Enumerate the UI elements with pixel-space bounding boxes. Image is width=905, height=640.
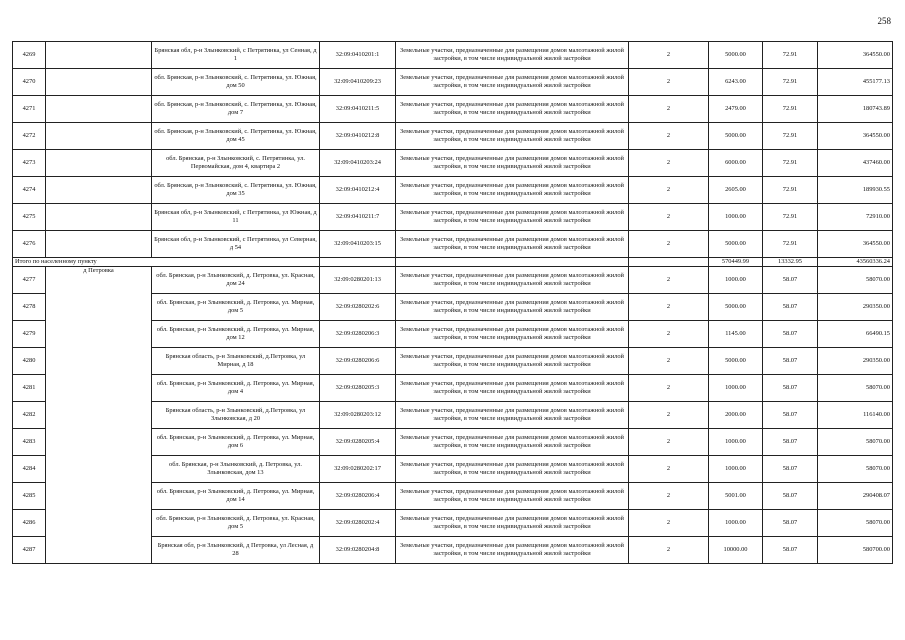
rate-cell: 58.07: [763, 348, 818, 375]
page-number: 258: [877, 16, 891, 26]
area-cell: 5000.00: [709, 231, 763, 258]
area-cell: 6243.00: [709, 69, 763, 96]
cadastral-number-cell: 32:09:0280202:17: [320, 456, 396, 483]
category-cell: 2: [629, 429, 709, 456]
address-cell: Брянская обл, р-н Злынковский, с Петрятинка, ул Северная, д 54: [152, 231, 320, 258]
row-number: 4284: [13, 456, 46, 483]
area-cell: 10000.00: [709, 537, 763, 564]
cadastral-value-cell: 290350.00: [818, 294, 893, 321]
area-cell: 5000.00: [709, 42, 763, 69]
category-cell: 2: [629, 177, 709, 204]
land-use-cell: Земельные участки, предназначенные для размещения домов малоэтажной жилой застройки, в том числе индивидуальной жилой застройки: [396, 69, 629, 96]
rate-cell: 58.07: [763, 267, 818, 294]
land-use-cell: Земельные участки, предназначенные для размещения домов малоэтажной жилой застройки, в том числе индивидуальной жилой застройки: [396, 123, 629, 150]
locality-cell: [46, 204, 152, 231]
cadastral-value-cell: 58070.00: [818, 510, 893, 537]
address-cell: обл. Брянская, р-н Злынковский, с. Петрятинка, ул. Южная, дом 45: [152, 123, 320, 150]
cadastral-number-cell: 32:09:0410203:24: [320, 150, 396, 177]
cadastral-number-cell: 32:09:0410211:5: [320, 96, 396, 123]
row-number: 4280: [13, 348, 46, 375]
locality-cell: [46, 177, 152, 204]
row-number: 4279: [13, 321, 46, 348]
settlement-total-row: [13, 258, 893, 267]
cadastral-value-cell: 437460.00: [818, 150, 893, 177]
total-blank-category: [629, 258, 709, 267]
category-cell: 2: [629, 321, 709, 348]
row-number: 4269: [13, 42, 46, 69]
address-cell: Брянская обл, р-н Злынковский, д Петровка, ул Лесная, д 28: [152, 537, 320, 564]
cadastral-value-cell: 455177.13: [818, 69, 893, 96]
cadastral-value-cell: 72910.00: [818, 204, 893, 231]
cadastral-value-cell: 189930.55: [818, 177, 893, 204]
land-use-cell: Земельные участки, предназначенные для размещения домов малоэтажной жилой застройки, в том числе индивидуальной жилой застройки: [396, 348, 629, 375]
total-label: Итого по населенному пункту: [13, 258, 320, 267]
rate-cell: 58.07: [763, 294, 818, 321]
rate-cell: 58.07: [763, 483, 818, 510]
row-number: 4282: [13, 402, 46, 429]
address-cell: обл. Брянская, р-н Злынковский, д. Петровка, ул. Красная, дом 5: [152, 510, 320, 537]
rate-cell: 58.07: [763, 321, 818, 348]
table-row: [13, 96, 893, 123]
table-row: [13, 150, 893, 177]
land-use-cell: Земельные участки, предназначенные для размещения домов малоэтажной жилой застройки, в том числе индивидуальной жилой застройки: [396, 537, 629, 564]
cadastral-value-cell: 66490.15: [818, 321, 893, 348]
rate-cell: 72.91: [763, 96, 818, 123]
cadastral-value-cell: 58070.00: [818, 456, 893, 483]
land-use-cell: Земельные участки, предназначенные для размещения домов малоэтажной жилой застройки, в том числе индивидуальной жилой застройки: [396, 177, 629, 204]
locality-label: д Петровка: [46, 267, 152, 564]
row-number: 4278: [13, 294, 46, 321]
table-row: [13, 69, 893, 96]
address-cell: обл. Брянская, р-н Злынковский, с. Петрятинка, ул. Южная, дом 7: [152, 96, 320, 123]
address-cell: Брянская область, р-н Злынковский, д.Петровка, ул Злынковская, д 20: [152, 402, 320, 429]
cadastral-number-cell: 32:09:0410211:7: [320, 204, 396, 231]
category-cell: 2: [629, 510, 709, 537]
area-cell: 1145.00: [709, 321, 763, 348]
land-use-cell: Земельные участки, предназначенные для размещения домов малоэтажной жилой застройки, в том числе индивидуальной жилой застройки: [396, 294, 629, 321]
cadastral-number-cell: 32:09:0280205:4: [320, 429, 396, 456]
row-number: 4275: [13, 204, 46, 231]
total-blank-use: [396, 258, 629, 267]
row-number: 4283: [13, 429, 46, 456]
row-number: 4273: [13, 150, 46, 177]
land-use-cell: Земельные участки, предназначенные для размещения домов малоэтажной жилой застройки, в том числе индивидуальной жилой застройки: [396, 204, 629, 231]
category-cell: 2: [629, 456, 709, 483]
category-cell: 2: [629, 348, 709, 375]
rate-cell: 72.91: [763, 123, 818, 150]
cadastral-value-cell: 364550.00: [818, 42, 893, 69]
address-cell: обл. Брянская, р-н Злынковский, д. Петровка, ул. Злынковская, дом 13: [152, 456, 320, 483]
area-cell: 5000.00: [709, 123, 763, 150]
total-rate: 13332.95: [763, 258, 818, 267]
cadastral-number-cell: 32:09:0410203:15: [320, 231, 396, 258]
locality-cell: [46, 69, 152, 96]
area-cell: 2605.00: [709, 177, 763, 204]
area-cell: 1000.00: [709, 429, 763, 456]
area-cell: 1000.00: [709, 204, 763, 231]
address-cell: обл. Брянская, р-н Злынковский, д. Петровка, ул. Мирная, дом 12: [152, 321, 320, 348]
area-cell: 6000.00: [709, 150, 763, 177]
category-cell: 2: [629, 294, 709, 321]
land-use-cell: Земельные участки, предназначенные для размещения домов малоэтажной жилой застройки, в том числе индивидуальной жилой застройки: [396, 150, 629, 177]
cadastral-number-cell: 32:09:0280201:13: [320, 267, 396, 294]
cadastral-number-cell: 32:09:0410212:4: [320, 177, 396, 204]
rate-cell: 58.07: [763, 537, 818, 564]
row-number: 4276: [13, 231, 46, 258]
row-number: 4285: [13, 483, 46, 510]
table-row: [13, 177, 893, 204]
cadastral-number-cell: 32:09:0280204:8: [320, 537, 396, 564]
settlement-group-petryatinka: [13, 42, 893, 258]
rate-cell: 72.91: [763, 69, 818, 96]
address-cell: Брянская область, р-н Злынковский, д.Петровка, ул Мирная, д 18: [152, 348, 320, 375]
area-cell: 5001.00: [709, 483, 763, 510]
area-cell: 5000.00: [709, 294, 763, 321]
category-cell: 2: [629, 483, 709, 510]
row-number: 4286: [13, 510, 46, 537]
area-cell: 1000.00: [709, 510, 763, 537]
row-number: 4270: [13, 69, 46, 96]
land-use-cell: Земельные участки, предназначенные для размещения домов малоэтажной жилой застройки, в том числе индивидуальной жилой застройки: [396, 321, 629, 348]
total-area: 570449.99: [709, 258, 763, 267]
row-number: 4287: [13, 537, 46, 564]
rate-cell: 58.07: [763, 429, 818, 456]
address-cell: обл. Брянская, р-н Злынковский, с. Петрятинка, ул. Южная, дом 50: [152, 69, 320, 96]
land-use-cell: Земельные участки, предназначенные для размещения домов малоэтажной жилой застройки, в том числе индивидуальной жилой застройки: [396, 402, 629, 429]
rate-cell: 72.91: [763, 231, 818, 258]
cadastral-number-cell: 32:09:0280206:3: [320, 321, 396, 348]
address-cell: обл. Брянская, р-н Злынковский, д. Петровка, ул. Мирная, дом 4: [152, 375, 320, 402]
land-use-cell: Земельные участки, предназначенные для размещения домов малоэтажной жилой застройки, в том числе индивидуальной жилой застройки: [396, 42, 629, 69]
cadastral-value-cell: 180743.89: [818, 96, 893, 123]
address-cell: обл. Брянская, р-н Злынковский, д. Петровка, ул. Красная, дом 24: [152, 267, 320, 294]
address-cell: обл. Брянская, р-н Злынковский, с. Петрятинка, ул. Первомайская, дом 4, квартира 2: [152, 150, 320, 177]
rate-cell: 58.07: [763, 456, 818, 483]
row-number: 4281: [13, 375, 46, 402]
address-cell: обл. Брянская, р-н Злынковский, д. Петровка, ул. Мирная, дом 6: [152, 429, 320, 456]
cadastral-value-cell: 364550.00: [818, 123, 893, 150]
land-use-cell: Земельные участки, предназначенные для размещения домов малоэтажной жилой застройки, в том числе индивидуальной жилой застройки: [396, 96, 629, 123]
cadastral-value-cell: 580700.00: [818, 537, 893, 564]
table-row: [13, 42, 893, 69]
address-cell: Брянская обл, р-н Злынковский, с Петрятинка, ул Сенная, д 1: [152, 42, 320, 69]
locality-cell: [46, 123, 152, 150]
table-row: [13, 123, 893, 150]
row-number: 4272: [13, 123, 46, 150]
cadastral-value-cell: 116140.00: [818, 402, 893, 429]
category-cell: 2: [629, 96, 709, 123]
locality-cell: [46, 150, 152, 177]
cadastral-value-cell: 364550.00: [818, 231, 893, 258]
land-use-cell: Земельные участки, предназначенные для размещения домов малоэтажной жилой застройки, в том числе индивидуальной жилой застройки: [396, 429, 629, 456]
category-cell: 2: [629, 204, 709, 231]
category-cell: 2: [629, 267, 709, 294]
address-cell: Брянская обл, р-н Злынковский, с Петрятинка, ул Южная, д 11: [152, 204, 320, 231]
table-row: [13, 231, 893, 258]
category-cell: 2: [629, 402, 709, 429]
row-number: 4274: [13, 177, 46, 204]
row-number: 4271: [13, 96, 46, 123]
category-cell: 2: [629, 150, 709, 177]
table-row: [13, 204, 893, 231]
cadastral-number-cell: 32:09:0280206:4: [320, 483, 396, 510]
land-use-cell: Земельные участки, предназначенные для размещения домов малоэтажной жилой застройки, в том числе индивидуальной жилой застройки: [396, 267, 629, 294]
rate-cell: 58.07: [763, 402, 818, 429]
settlement-group-petrovka: [13, 267, 893, 564]
land-use-cell: Земельные участки, предназначенные для размещения домов малоэтажной жилой застройки, в том числе индивидуальной жилой застройки: [396, 456, 629, 483]
category-cell: 2: [629, 375, 709, 402]
locality-cell: [46, 96, 152, 123]
cadastral-value-cell: 58070.00: [818, 429, 893, 456]
area-cell: 1000.00: [709, 456, 763, 483]
total-value: 43560336.24: [818, 258, 893, 267]
address-cell: обл. Брянская, р-н Злынковский, с. Петрятинка, ул. Южная, дом 35: [152, 177, 320, 204]
cadastral-number-cell: 32:09:0280202:4: [320, 510, 396, 537]
cadastral-number-cell: 32:09:0410201:1: [320, 42, 396, 69]
area-cell: 2000.00: [709, 402, 763, 429]
locality-cell: [46, 42, 152, 69]
row-number: 4277: [13, 267, 46, 294]
address-cell: обл. Брянская, р-н Злынковский, д. Петровка, ул. Мирная, дом 14: [152, 483, 320, 510]
area-cell: 2479.00: [709, 96, 763, 123]
cadastral-number-cell: 32:09:0410212:8: [320, 123, 396, 150]
area-cell: 5000.00: [709, 348, 763, 375]
land-use-cell: Земельные участки, предназначенные для размещения домов малоэтажной жилой застройки, в том числе индивидуальной жилой застройки: [396, 231, 629, 258]
locality-cell: [46, 231, 152, 258]
area-cell: 1000.00: [709, 267, 763, 294]
cadastral-number-cell: 32:09:0280205:3: [320, 375, 396, 402]
rate-cell: 58.07: [763, 510, 818, 537]
cadastral-number-cell: 32:09:0280202:6: [320, 294, 396, 321]
cadastral-number-cell: 32:09:0280206:6: [320, 348, 396, 375]
table-row: [13, 267, 893, 294]
rate-cell: 72.91: [763, 204, 818, 231]
land-use-cell: Земельные участки, предназначенные для размещения домов малоэтажной жилой застройки, в том числе индивидуальной жилой застройки: [396, 483, 629, 510]
category-cell: 2: [629, 123, 709, 150]
area-cell: 1000.00: [709, 375, 763, 402]
land-use-cell: Земельные участки, предназначенные для размещения домов малоэтажной жилой застройки, в том числе индивидуальной жилой застройки: [396, 510, 629, 537]
cadastral-number-cell: 32:09:0280203:12: [320, 402, 396, 429]
cadastral-number-cell: 32:09:0410209:23: [320, 69, 396, 96]
cadastral-value-cell: 58070.00: [818, 375, 893, 402]
cadastral-value-cell: 290408.07: [818, 483, 893, 510]
category-cell: 2: [629, 231, 709, 258]
total-blank-cadastral: [320, 258, 396, 267]
rate-cell: 58.07: [763, 375, 818, 402]
rate-cell: 72.91: [763, 177, 818, 204]
rate-cell: 72.91: [763, 150, 818, 177]
category-cell: 2: [629, 69, 709, 96]
category-cell: 2: [629, 537, 709, 564]
cadastral-value-cell: 290350.00: [818, 348, 893, 375]
address-cell: обл. Брянская, р-н Злынковский, д. Петровка, ул. Мирная, дом 5: [152, 294, 320, 321]
cadastral-value-cell: 58070.00: [818, 267, 893, 294]
land-use-cell: Земельные участки, предназначенные для размещения домов малоэтажной жилой застройки, в том числе индивидуальной жилой застройки: [396, 375, 629, 402]
rate-cell: 72.91: [763, 42, 818, 69]
land-registry-table: [12, 41, 893, 564]
category-cell: 2: [629, 42, 709, 69]
